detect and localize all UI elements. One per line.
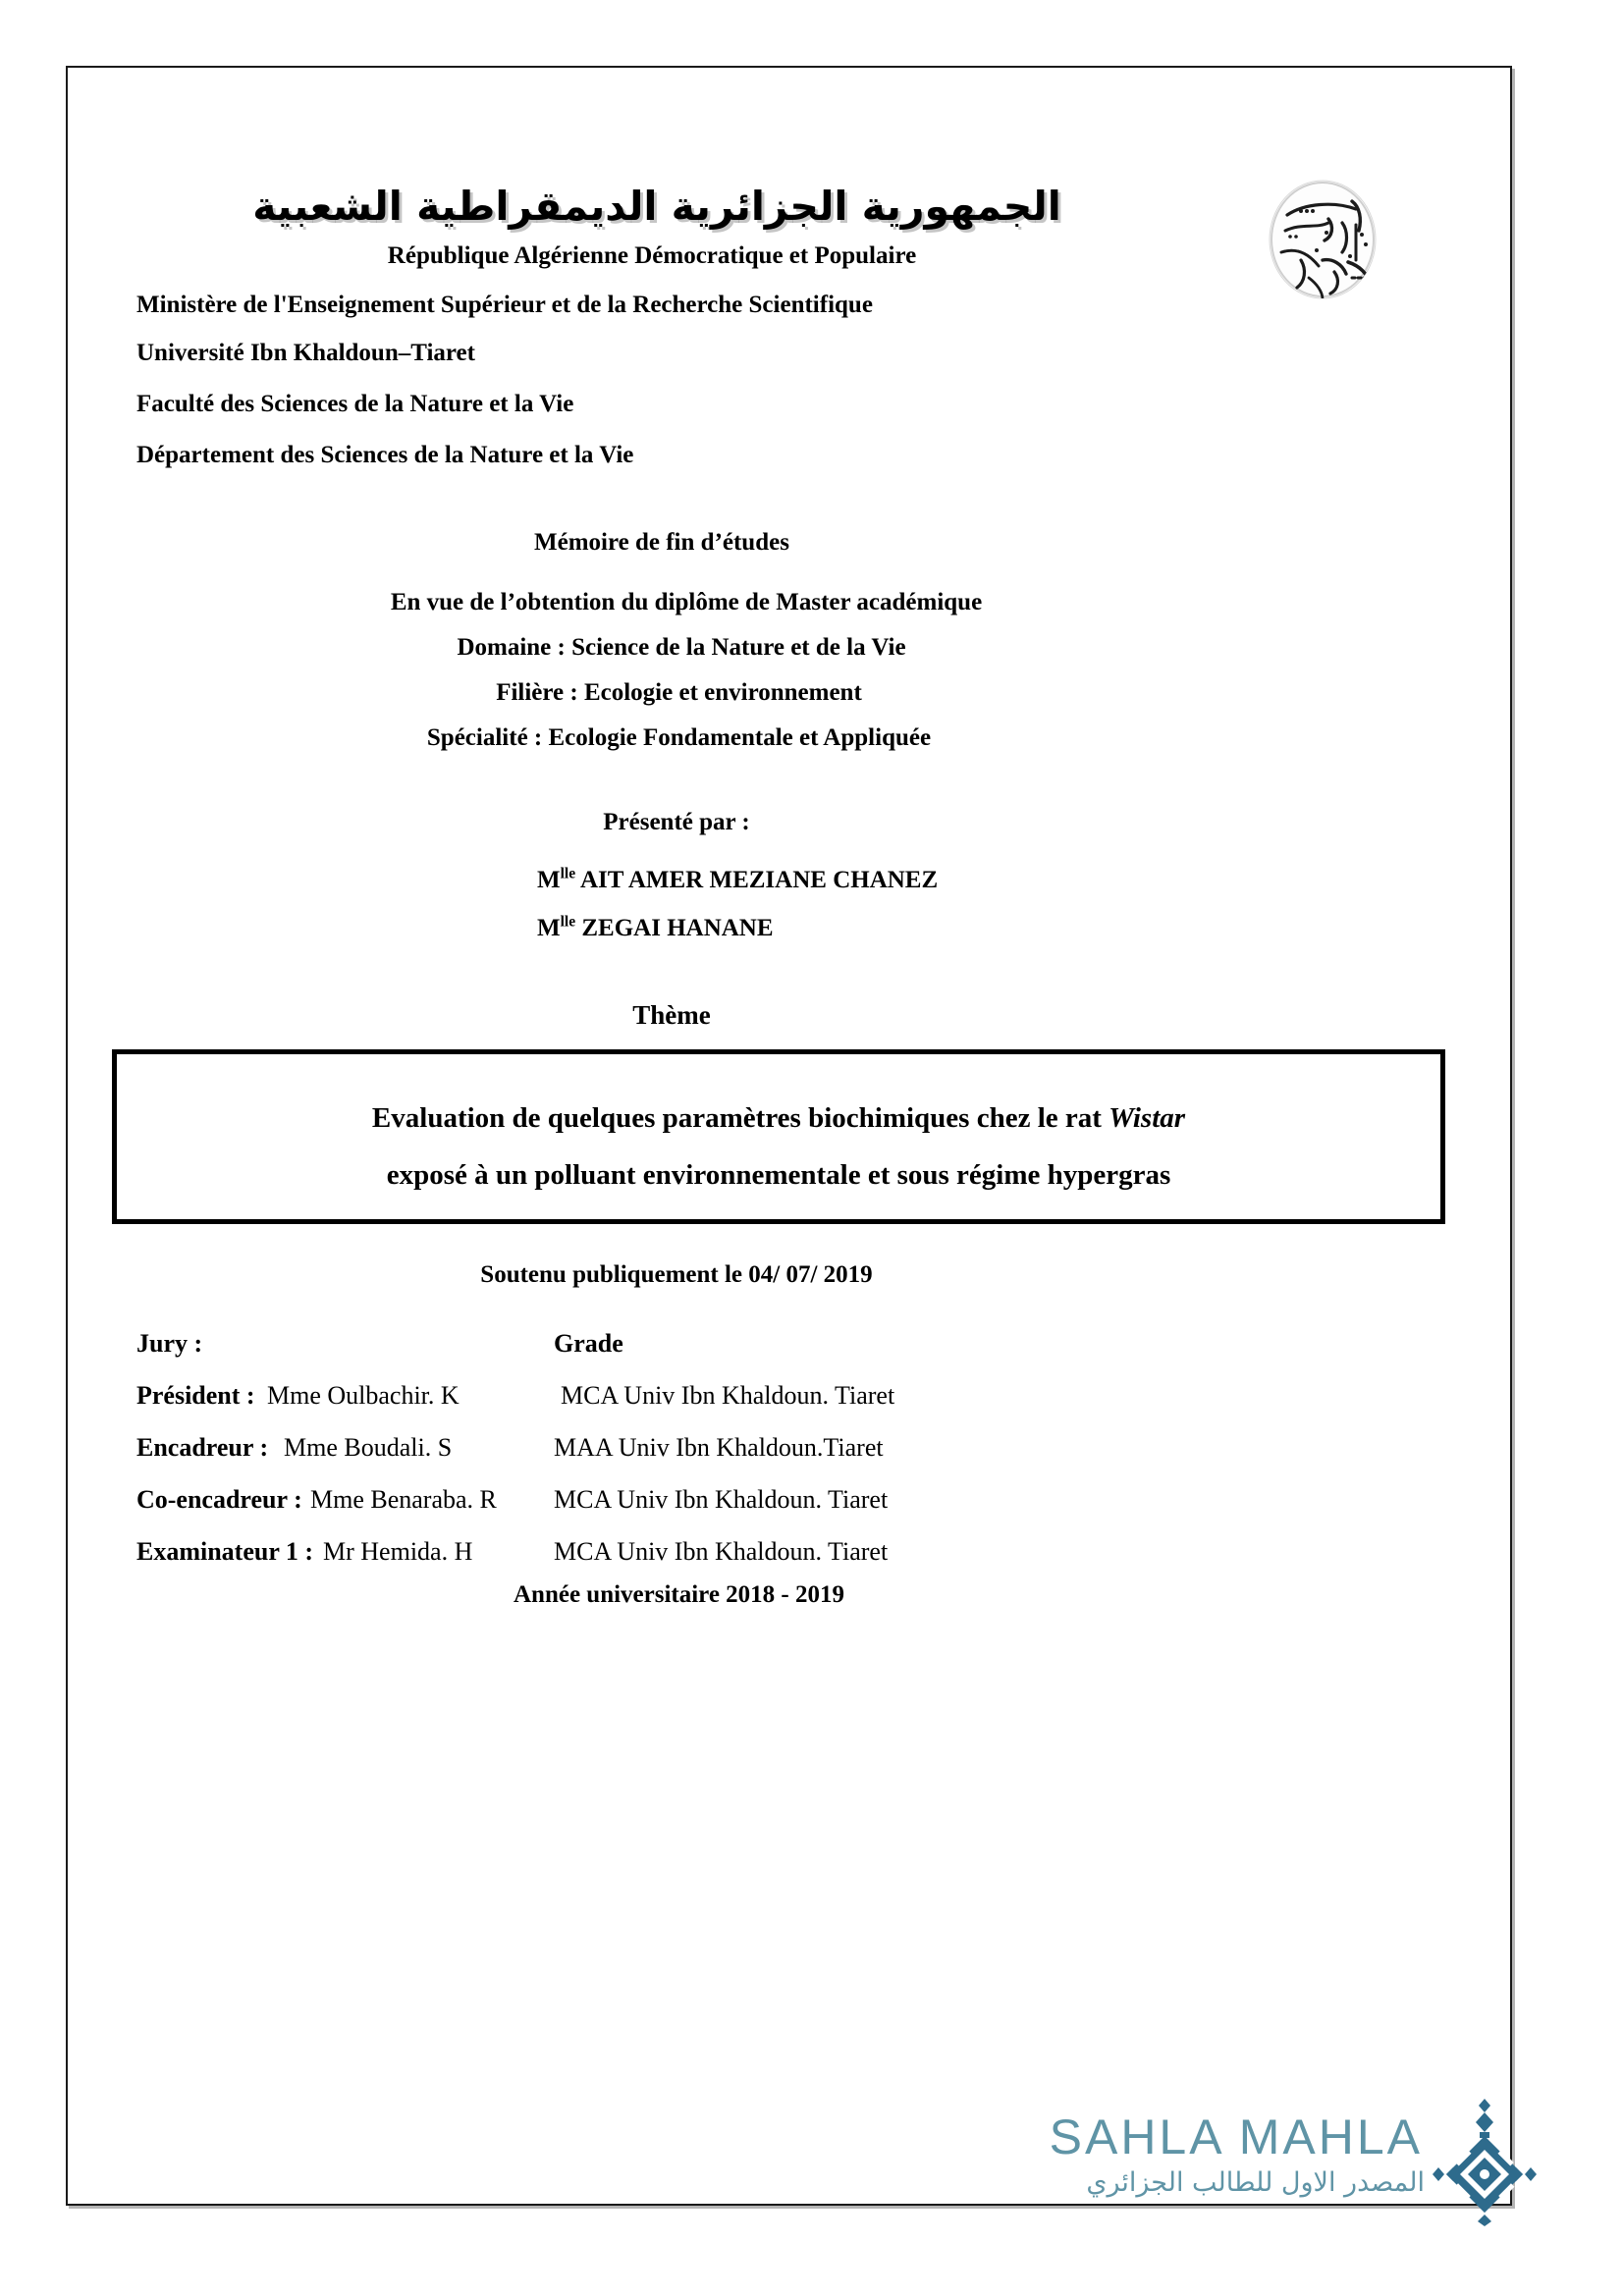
author-fullname-2: ZEGAI HANANE: [581, 915, 774, 941]
jury-grade: MAA Univ Ibn Khaldoun.Tiaret: [554, 1433, 884, 1462]
jury-role: Président :: [136, 1381, 255, 1410]
jury-grade: MCA Univ Ibn Khaldoun. Tiaret: [554, 1537, 889, 1566]
jury-role: Examinateur 1 :: [136, 1537, 314, 1566]
author-title-superscript-1: lle: [560, 865, 576, 882]
jury-name: Mme Benaraba. R: [310, 1485, 497, 1514]
theme-label: Thème: [632, 1000, 711, 1030]
watermark-brand-text: SAHLA MAHLA: [1049, 2109, 1423, 2164]
author-title-superscript-2: lle: [560, 913, 576, 931]
university-line: Université Ibn Khaldoun–Tiaret: [136, 340, 475, 366]
jury-name: Mme Oulbachir. K: [267, 1381, 460, 1410]
degree-purpose: En vue de l’obtention du diplôme de Master académique: [390, 589, 983, 615]
jury-row: [136, 1433, 1364, 1485]
jury-row: [136, 1485, 1364, 1537]
jury-name: Mr Hemida. H: [323, 1537, 473, 1566]
jury-grade: MCA Univ Ibn Khaldoun. Tiaret: [561, 1381, 895, 1410]
thesis-title-species: Wistar: [1109, 1102, 1186, 1134]
thesis-title-part1: Evaluation de quelques paramètres biochimiques chez le rat: [371, 1102, 1109, 1134]
faculty-line: Faculté des Sciences de la Nature et la Vie: [136, 391, 574, 417]
department-line: Département des Sciences de la Nature et la Vie: [136, 442, 634, 468]
jury-table: [136, 1329, 1364, 1589]
thesis-title-part2: exposé à un polluant environnementale et sous régime hypergras: [386, 1159, 1171, 1191]
jury-header-left: Jury :: [136, 1329, 203, 1358]
author-fullname-1: AIT AMER MEZIANE CHANEZ: [579, 867, 939, 893]
arabic-republic-title: الجمهورية الجزائرية الديمقراطية الشعبية: [252, 183, 1061, 230]
watermark-arabic-tagline: المصدر الاول للطالب الجزائري: [1086, 2167, 1425, 2198]
author-name-1: [537, 867, 938, 894]
jury-header-right: Grade: [554, 1329, 623, 1358]
sahla-mahla-logo-icon: [1425, 2099, 1544, 2226]
jury-grade: MCA Univ Ibn Khaldoun. Tiaret: [554, 1485, 889, 1514]
thesis-title: [117, 1090, 1440, 1203]
author-name-2: [537, 915, 774, 942]
page-border: [66, 66, 1512, 2206]
jury-role: Co-encadreur :: [136, 1485, 302, 1514]
degree-domain: Domaine : Science de la Nature et de la Vie: [457, 634, 906, 661]
sahla-mahla-watermark: [1001, 2101, 1560, 2243]
degree-filiere: Filière : Ecologie et environnement: [496, 679, 862, 706]
author-title-prefix-2: M: [537, 915, 561, 941]
defence-statement: Soutenu publiquement le 04/ 07/ 2019: [480, 1261, 873, 1288]
academic-year: Année universitaire 2018 - 2019: [513, 1581, 844, 1608]
ministry-line: Ministère de l'Enseignement Supérieur et de la Recherche Scientifique: [136, 292, 873, 318]
page-content: [68, 68, 1510, 2204]
jury-header-row: [136, 1329, 1364, 1381]
jury-name: Mme Boudali. S: [284, 1433, 453, 1462]
presented-by-label: Présenté par :: [603, 809, 750, 835]
university-seal-icon: [1258, 176, 1387, 303]
degree-specialite: Spécialité : Ecologie Fondamentale et Appliquée: [426, 724, 932, 751]
jury-row: [136, 1381, 1364, 1433]
memoire-label: Mémoire de fin d’études: [534, 529, 789, 556]
theme-box: [112, 1049, 1445, 1224]
jury-role: Encadreur :: [136, 1433, 269, 1462]
republic-line: République Algérienne Démocratique et Populaire: [387, 242, 917, 269]
author-title-prefix-1: M: [537, 867, 561, 893]
